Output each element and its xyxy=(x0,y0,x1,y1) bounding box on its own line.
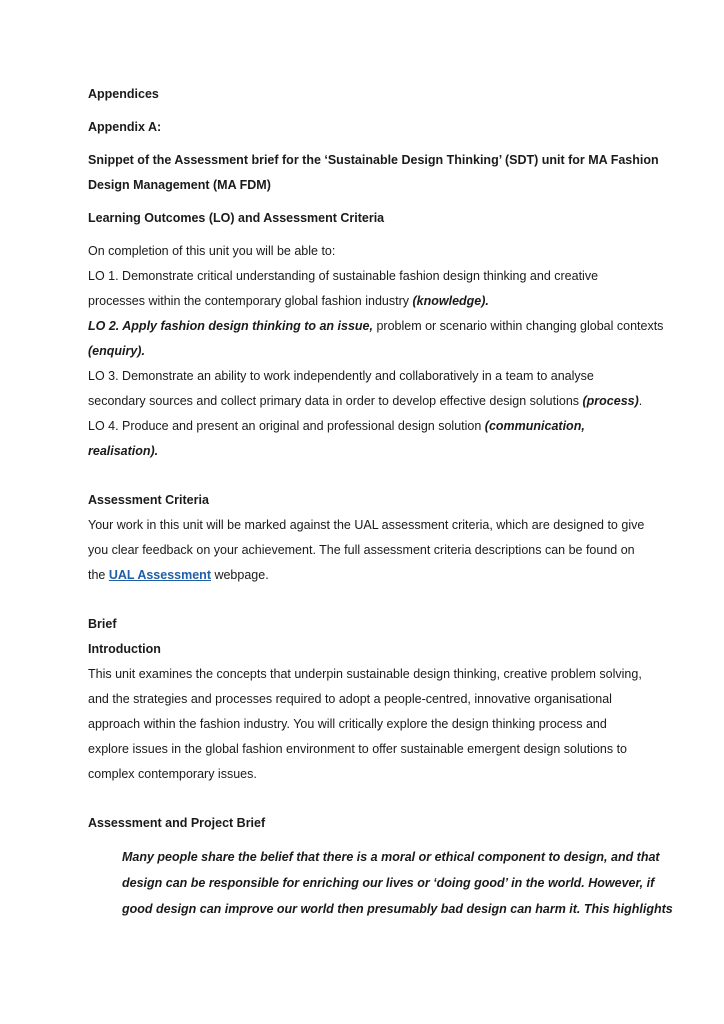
quote-line-1: Many people share the belief that there is a moral or ethical component to design, and that xyxy=(122,850,660,864)
lo1-category: (knowledge). xyxy=(412,294,489,308)
document-page xyxy=(88,82,673,922)
heading-appendices: Appendices xyxy=(88,87,159,101)
lo4-category-end: realisation). xyxy=(88,444,159,458)
lo1-line-1: LO 1. Demonstrate critical understanding of sustainable fashion design thinking and creative xyxy=(88,269,599,283)
project-brief-heading: Assessment and Project Brief xyxy=(88,816,266,830)
intro-line-2: and the strategies and processes required to adopt a people-centred, innovative organisational xyxy=(88,692,612,706)
snippet-title-line-2: Design Management (MA FDM) xyxy=(88,178,271,192)
brief-quote xyxy=(122,844,673,922)
intro-line-5: complex contemporary issues. xyxy=(88,767,257,781)
intro-line-1: This unit examines the concepts that underpin sustainable design thinking, creative problem solving, xyxy=(88,667,642,681)
ac-post: webpage. xyxy=(210,568,269,582)
ac-line-1: Your work in this unit will be marked against the UAL assessment criteria, which are designed to give xyxy=(88,518,645,532)
lo3-category: (process) xyxy=(582,394,639,408)
lo3-end: . xyxy=(638,394,643,408)
learning-outcomes-heading: Learning Outcomes (LO) and Assessment Criteria xyxy=(88,211,385,225)
introduction-heading: Introduction xyxy=(88,642,161,656)
lo3-text: secondary sources and collect primary data in order to develop effective design solutions xyxy=(88,394,583,408)
lo1-line-2 xyxy=(88,289,648,314)
lo2-line-1 xyxy=(88,314,664,339)
intro-line-4: explore issues in the global fashion environment to offer sustainable emergent design solutions to xyxy=(88,742,627,756)
lo3-line-2 xyxy=(88,389,648,414)
lo4-line-1 xyxy=(88,414,648,439)
ac-line-2: you clear feedback on your achievement. The full assessment criteria descriptions can be found on xyxy=(88,543,635,557)
quote-line-3: good design can improve our world then presumably bad design can harm it. This highlights xyxy=(122,902,673,916)
lo2-emphasis: LO 2. Apply fashion design thinking to an issue, xyxy=(88,319,373,333)
snippet-title-line-1: Snippet of the Assessment brief for the ‘Sustainable Design Thinking’ (SDT) unit for MA Fashion xyxy=(88,153,659,167)
lo2-category: (enquiry). xyxy=(88,344,145,358)
lo4-category: (communication, xyxy=(484,419,585,433)
lo-intro: On completion of this unit you will be able to: xyxy=(88,244,336,258)
quote-line-2: design can be responsible for enriching our lives or ‘doing good’ in the world. However, if xyxy=(122,876,655,890)
lo3-line-1: LO 3. Demonstrate an ability to work independently and collaboratively in a team to analyse xyxy=(88,369,594,383)
lo2-text: problem or scenario within changing global contexts xyxy=(372,319,664,333)
intro-line-3: approach within the fashion industry. You will critically explore the design thinking process and xyxy=(88,717,607,731)
ac-pre: the xyxy=(88,568,109,582)
assessment-criteria-heading: Assessment Criteria xyxy=(88,493,209,507)
brief-heading: Brief xyxy=(88,617,117,631)
lo1-text: processes within the contemporary global fashion industry xyxy=(88,294,413,308)
lo4-text: LO 4. Produce and present an original and professional design solution xyxy=(88,419,485,433)
ac-line-3 xyxy=(88,563,648,588)
heading-appendix-a: Appendix A: xyxy=(88,120,162,134)
ual-assessment-link[interactable]: UAL Assessment xyxy=(108,568,211,582)
